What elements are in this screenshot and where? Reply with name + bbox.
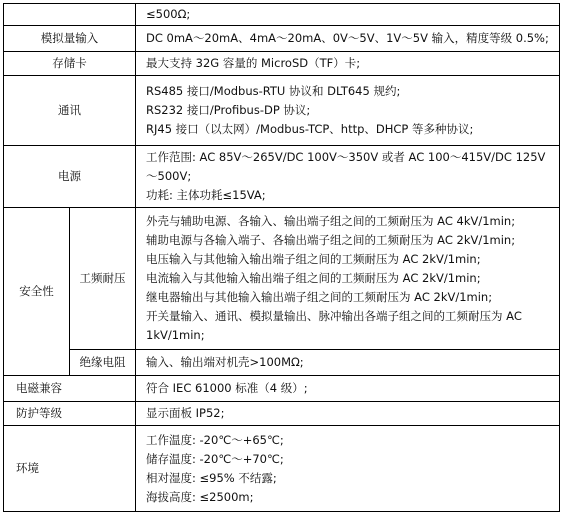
row-label: 存储卡 (4, 52, 136, 76)
row-value-line: 工作范围: AC 85V～265V/DC 100V～350V 或者 AC 100～415V/DC 125V～500V; (146, 150, 546, 183)
table-row (4, 26, 560, 52)
row-value-line: 继电器输出与其他输入输出端子组之间的工频耐压为 AC 2kV/1min; (146, 290, 493, 304)
row-value (136, 402, 560, 426)
row-label: 电磁兼容 (4, 376, 136, 402)
row-label: 环境 (4, 426, 136, 512)
row-value-line: RS485 接口/Modbus-RTU 协议和 DLT645 规约; (146, 84, 401, 98)
row-value (136, 26, 560, 52)
row-value-line: 海拔高度: ≤2500m; (146, 489, 254, 504)
row-value-line: 电压输入与其他输入输出端子组之间的工频耐压为 AC 2kV/1min; (146, 252, 481, 266)
sub-label: 工频耐压 (70, 208, 136, 350)
row-value (136, 208, 560, 350)
table-row (4, 4, 560, 26)
row-value-line: RJ45 接口（以太网）/Modbus-TCP、http、DHCP 等多种协议; (146, 122, 474, 136)
table-row (4, 376, 560, 402)
row-value (136, 76, 560, 146)
row-value-text: 输入、输出端对机壳>100MΩ; (146, 355, 304, 369)
row-label (4, 4, 136, 26)
row-label: 防护等级 (4, 402, 136, 426)
row-value-text: 最大支持 32G 容量的 MicroSD（TF）卡; (146, 56, 361, 70)
row-value-text: 显示面板 IP52; (146, 406, 225, 420)
row-value-line: 电流输入与其他输入输出端子组之间的工频耐压为 AC 2kV/1min; (146, 271, 481, 285)
table-row (4, 402, 560, 426)
row-label: 通讯 (4, 76, 136, 146)
row-value-line: 储存温度: -20℃～+70℃; (146, 451, 284, 466)
table-row (4, 146, 560, 208)
row-label: 安全性 (4, 208, 70, 376)
row-value (136, 52, 560, 76)
row-value (136, 350, 560, 376)
row-value-line: 外壳与辅助电源、各输入、输出端子组之间的工频耐压为 AC 4kV/1min; (146, 214, 516, 228)
table-row (4, 426, 560, 512)
row-value-line: 工作温度: -20℃～+65℃; (146, 432, 284, 447)
row-label: 模拟量输入 (4, 26, 136, 52)
table-row (4, 208, 560, 350)
row-value-text: 符合 IEC 61000 标准（4 级）; (146, 381, 308, 395)
row-value (136, 146, 560, 208)
table-row (4, 76, 560, 146)
row-label: 电源 (4, 146, 136, 208)
row-value (136, 426, 560, 512)
sub-label: 绝缘电阻 (70, 350, 136, 376)
row-value (136, 4, 560, 26)
row-value (136, 376, 560, 402)
row-value-line: 开关量输入、通讯、模拟量输出、脉冲输出各端子组之间的工频耐压为 AC 1kV/1min; (146, 309, 522, 342)
row-value-text: ≤500Ω; (146, 7, 191, 21)
row-value-line: 辅助电源与各输入端子、各输出端子组之间的工频耐压为 AC 2kV/1min; (146, 233, 516, 247)
row-value-text: DC 0mA～20mA、4mA～20mA、0V～5V、1V～5V 输入，精度等级 0.5%; (146, 31, 549, 45)
table-row (4, 52, 560, 76)
table-row (4, 350, 560, 376)
row-value-line: 相对湿度: ≤95% 不结露; (146, 470, 277, 485)
specification-table (3, 3, 560, 512)
row-value-line: 功耗: 主体功耗≤15VA; (146, 188, 266, 202)
row-value-line: RS232 接口/Profibus-DP 协议; (146, 103, 311, 117)
